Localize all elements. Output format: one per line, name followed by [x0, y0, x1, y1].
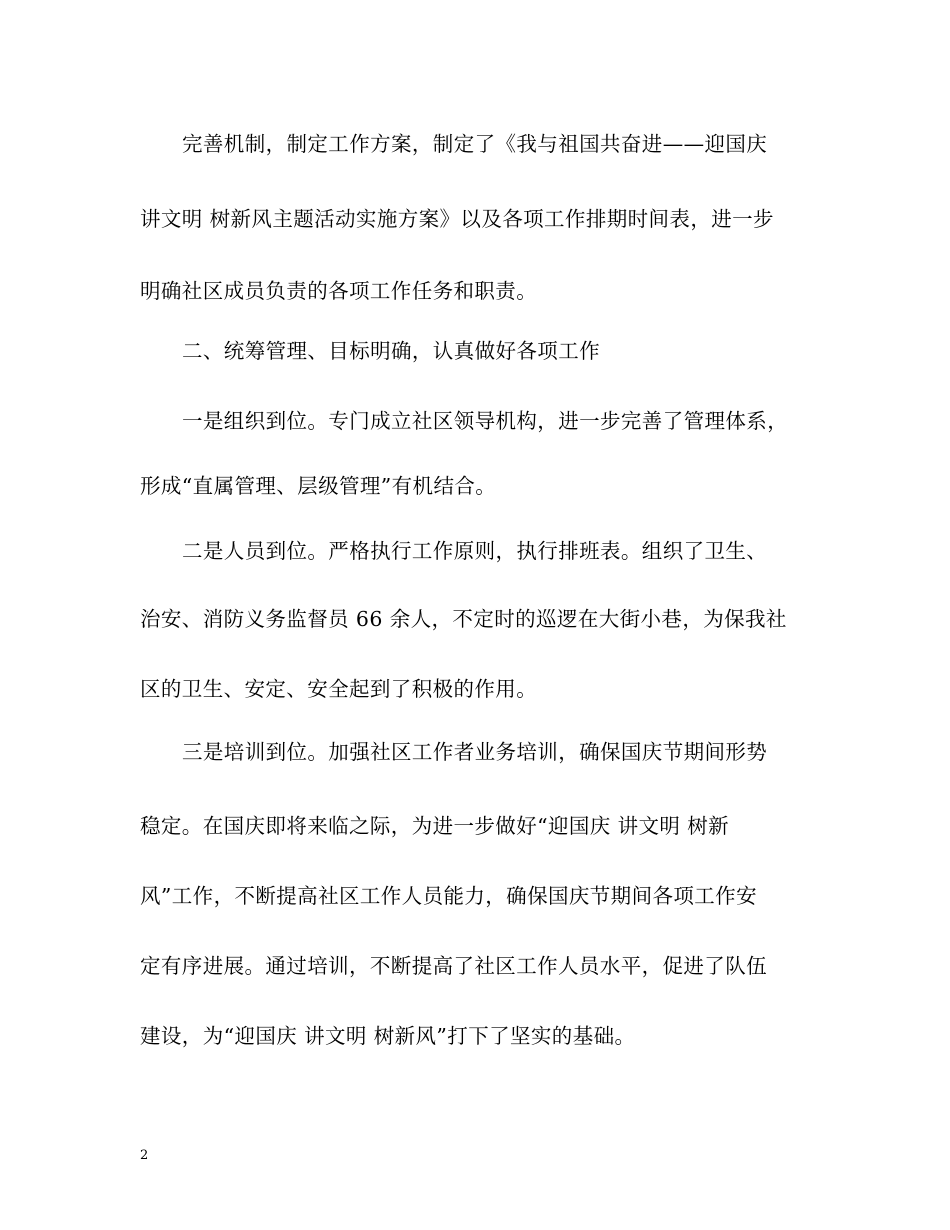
- text-line: 完善机制，制定工作方案，制定了《我与祖国共奋进——迎国庆: [182, 132, 768, 156]
- text-line: 建设，为“迎国庆 讲文明 树新风”打下了坚实的基础。: [140, 1024, 636, 1048]
- text-line: 三是培训到位。加强社区工作者业务培训，确保国庆节期间形势: [182, 740, 768, 764]
- text-line: 区的卫生、安定、安全起到了积极的作用。: [140, 677, 538, 701]
- page-number: 2: [140, 1148, 149, 1163]
- text-line: 二是人员到位。严格执行工作原则，执行排班表。组织了卫生、: [182, 539, 768, 563]
- text-line: 稳定。在国庆即将来临之际，为进一步做好“迎国庆 讲文明 树新: [140, 814, 730, 838]
- text-line: 定有序进展。通过培训，不断提高了社区工作人员水平，促进了队伍: [140, 954, 767, 978]
- text-line: 治安、消防义务监督员 66 余人，不定时的巡逻在大街小巷，为保我社: [140, 607, 787, 631]
- text-line: 明确社区成员负责的各项工作任务和职责。: [140, 279, 538, 303]
- section-heading: 二、统筹管理、目标明确，认真做好各项工作: [182, 339, 600, 363]
- text-line: 风”工作，不断提高社区工作人员能力，确保国庆节期间各项工作安: [140, 884, 757, 908]
- text-line: 讲文明 树新风主题活动实施方案》以及各项工作排期时间表，进一步: [140, 207, 774, 231]
- text-line: 形成“直属管理、层级管理”有机结合。: [140, 474, 497, 498]
- text-line: 一是组织到位。专门成立社区领导机构，进一步完善了管理体系，: [182, 409, 789, 433]
